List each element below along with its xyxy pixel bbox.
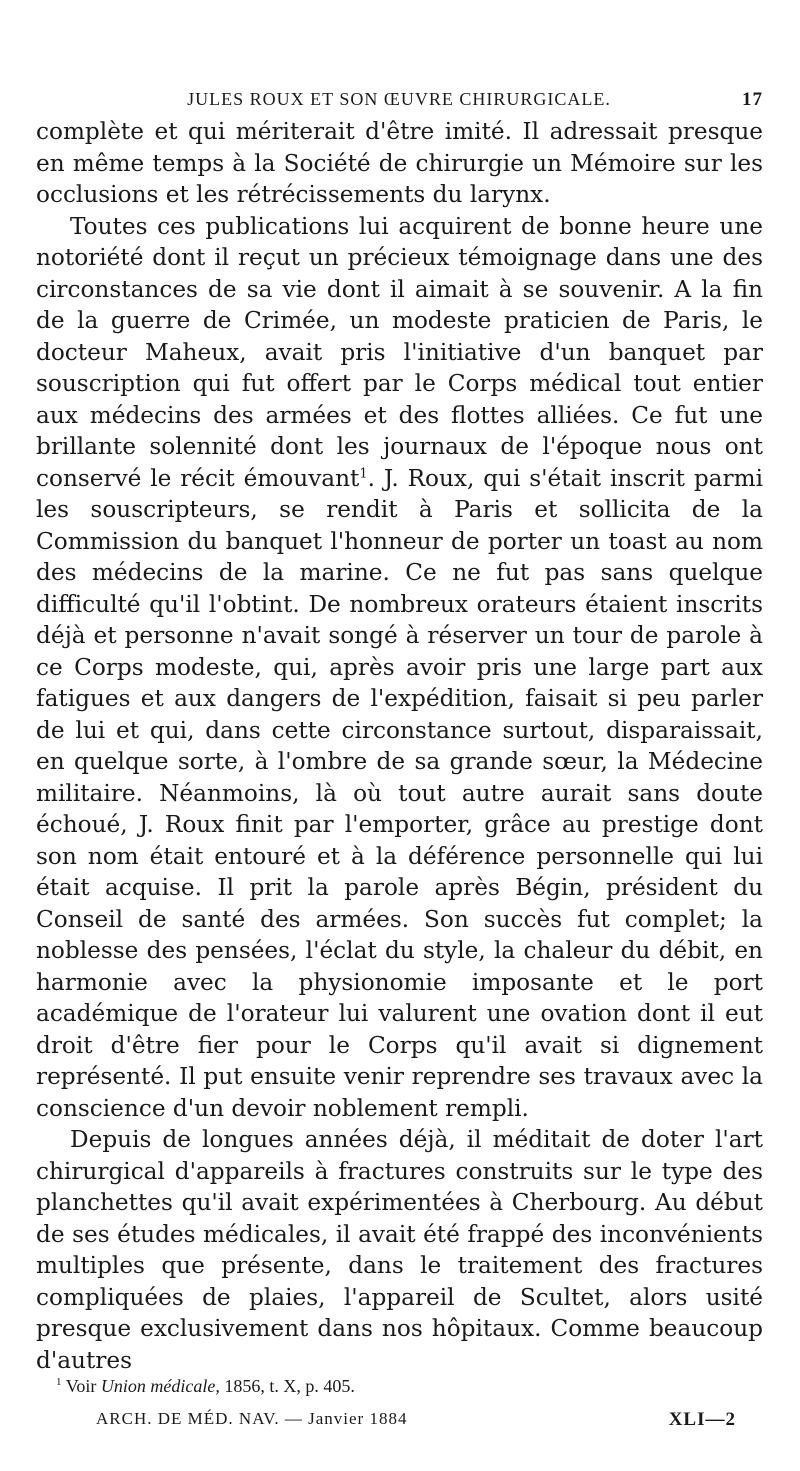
running-head (36, 86, 763, 116)
footnote-journal: Union médicale, (100, 1376, 220, 1396)
footnote-details: 1856, t. X, p. 405. (224, 1376, 355, 1396)
signature-volume-sheet: XLI—2 (668, 1409, 736, 1430)
paragraph-text-continued: . J. Roux, qui s'était inscrit parmi les souscripteurs, se rendit à Paris et sollicita de la Commission du banquet l'honneur de porter un toast au nom des médecins de la marine. Ce ne fut pas sans quelque difficulté qu'il l'obtint. De nombreux orateurs étaient inscrits déjà et personne n'avait songé à réserver un tour de parole à ce Corps modeste, qui, après avoir pris une large part aux fatigues et aux dangers de l'expédition, faisait si peu parler de lui et qui, dans cette circonstance surtout, disparaissait, en quelque sorte, à l'ombre de sa grande sœur, la Médecine militaire. Néanmoins, là où tout autre aurait sans doute échoué, J. Roux finit par l'emporter, grâce au prestige dont son nom était entouré et à la déférence personnelle qui lui était acquise. Il prit la parole après Bégin, président du Conseil de santé des armées. Son succès fut complet; la noblesse des pensées, l'éclat du style, la chaleur du débit, en harmonie avec la physionomie imposante et le port académique de l'orateur lui valurent une ovation dont il eut droit d'être fier pour le Corps qu'il avait si dignement représenté. Il put ensuite venir reprendre ses travaux avec la conscience d'un devoir noblement rempli. (36, 464, 763, 1122)
footnote-reference[interactable]: 1 (359, 465, 368, 481)
page-number: 17 (742, 89, 763, 110)
page-body (36, 86, 763, 1376)
paragraph-text: complète et qui mériterait d'être imité. Il adressait presque en même temps à la Société de chirurgie un Mémoire sur les occlusions et les rétrécissements du larynx. (36, 118, 763, 208)
footnote (56, 1375, 355, 1397)
paragraph-2 (36, 211, 763, 1125)
signature-journal-date: ARCH. DE MÉD. NAV. — Janvier 1884 (96, 1409, 408, 1428)
footnote-marker: 1 (56, 1376, 62, 1388)
body-text (36, 116, 763, 1376)
paragraph-3 (36, 1124, 763, 1376)
running-title: JULES ROUX ET SON ŒUVRE CHIRURGICALE. (187, 89, 611, 109)
paragraph-text: Toutes ces publications lui acquirent de bonne heure une notoriété dont il reçut un précieux témoignage dans une des circonstances de sa vie dont il aimait à se souvenir. A la fin de la guerre de Crimée, un modeste praticien de Paris, le docteur Maheux, avait pris l'initiative d'un banquet par souscription qui fut offert par le Corps médical tout entier aux médecins des armées et des flottes alliées. Ce fut une brillante solennité dont les journaux de l'époque nous ont conservé le récit émouvant (36, 212, 763, 492)
printer-signature (96, 1409, 736, 1431)
paragraph-1 (36, 116, 763, 211)
footnote-prefix: Voir (65, 1376, 97, 1396)
paragraph-text: Depuis de longues années déjà, il méditait de doter l'art chirurgical d'appareils à fractures construits sur le type des planchettes qu'il avait expérimentées à Cherbourg. Au début de ses études médicales, il avait été frappé des inconvénients multiples que présente, dans le traitement des fractures compliquées de plaies, l'appareil de Scultet, alors usité presque exclusivement dans nos hôpitaux. Comme beaucoup d'autres (36, 1126, 763, 1374)
